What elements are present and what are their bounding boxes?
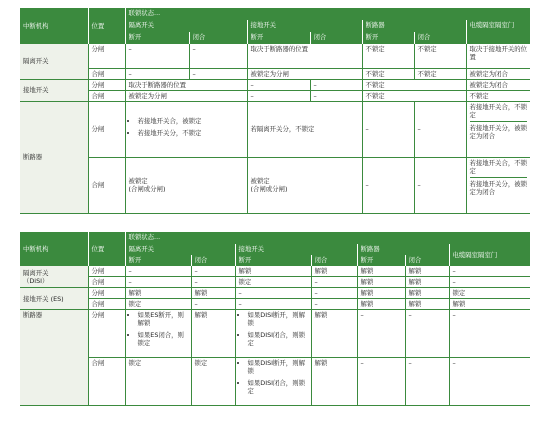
pos-header: 位置 — [88, 8, 125, 44]
cell: 取决于接地开关的位置 — [466, 44, 530, 68]
cell: 合闸 — [88, 157, 125, 213]
cell: 锁定 — [125, 299, 191, 310]
cell: 解锁 — [405, 277, 449, 288]
cell — [466, 157, 530, 213]
cell: 锁定 — [235, 277, 311, 288]
cell: 解锁 — [357, 277, 405, 288]
org-header: 中断机构 — [20, 8, 88, 44]
sub-open: 断开 — [125, 32, 189, 44]
bullet: • 如果DISI闭合，则锁定 — [248, 379, 308, 395]
cell: 解锁 — [125, 288, 191, 299]
cell: – — [414, 101, 466, 157]
cell: 合闸 — [88, 68, 125, 79]
bullet: • 如果ES闭合，则锁定 — [138, 331, 188, 347]
cell — [235, 310, 311, 358]
cell: – — [357, 310, 405, 358]
cell — [125, 101, 247, 157]
interlock-table-1 — [20, 8, 530, 214]
cell — [235, 358, 311, 406]
cell: 解锁 — [191, 310, 235, 358]
cell: 取决于断路器的位置 — [247, 44, 362, 68]
cell: 解锁 — [311, 310, 357, 358]
group-cable-door: 电缆隔室隔室门 — [449, 244, 530, 266]
cell: – — [311, 277, 357, 288]
cell: 被锁定为闭合 — [466, 68, 530, 79]
cell: 解锁 — [311, 266, 357, 277]
sub-open: 断开 — [247, 32, 310, 44]
cell: 锁定 — [125, 358, 191, 406]
interlock-status-header: 联锁状态... — [125, 232, 530, 244]
cell: 合闸 — [88, 277, 125, 288]
cell: 解锁 — [235, 266, 311, 277]
cell: 不锁定 — [362, 79, 466, 90]
cell: – — [449, 358, 530, 406]
cell: 不锁定 — [362, 90, 466, 101]
bullet: • 如果DISI断开，则解锁 — [248, 311, 308, 327]
cell: 取决于断路器的位置 — [125, 79, 247, 90]
cell: 被锁定 (合闸或分闸) — [125, 157, 247, 213]
cell: 不锁定 — [414, 44, 466, 68]
cell — [125, 310, 191, 358]
door-note: 若接地开关合，不锁定 — [470, 159, 528, 178]
cell: – — [247, 90, 310, 101]
bullet: • 如果DISI闭合，则锁定 — [248, 331, 308, 347]
cell: – — [357, 358, 405, 406]
group-isolator: 隔离开关 — [125, 244, 235, 255]
cell: – — [125, 277, 191, 288]
cell: – — [310, 90, 362, 101]
cell: – — [449, 277, 530, 288]
cell: – — [247, 79, 310, 90]
group-earth-switch: 接地开关 — [235, 244, 357, 255]
door-note: 若接地开关分，被锁定为闭合 — [469, 123, 528, 140]
cell: – — [191, 266, 235, 277]
cell: 解锁 — [357, 288, 405, 299]
row-label-breaker: 断路器 — [20, 101, 88, 213]
cell: – — [235, 299, 311, 310]
cell: 分闸 — [88, 266, 125, 277]
cell: – — [191, 299, 235, 310]
pos-header: 位置 — [88, 232, 125, 266]
cell: 合闸 — [88, 299, 125, 310]
cell: 解锁 — [405, 288, 449, 299]
sub-open: 断开 — [235, 255, 311, 266]
cell: 锁定 — [449, 288, 530, 299]
sub-open: 断开 — [125, 255, 191, 266]
cell: 解锁 — [405, 266, 449, 277]
org-header: 中断机构 — [20, 232, 88, 266]
cell: 解锁 — [357, 299, 405, 310]
cell: 分闸 — [88, 310, 125, 358]
cell: – — [310, 79, 362, 90]
bullet: • 若接地开关分，不锁定 — [138, 129, 244, 137]
cell: – — [362, 157, 414, 213]
cell: 分闸 — [88, 44, 125, 68]
row-label-isolator: 隔离开关 （DiSI） — [20, 266, 88, 288]
cell: 解锁 — [311, 358, 357, 406]
cell: – — [125, 44, 189, 68]
sub-close: 闭合 — [191, 255, 235, 266]
row-label-earth-switch: 接地开关 — [20, 79, 88, 101]
cell — [466, 101, 530, 157]
cell: 被锁定为分闸 — [125, 90, 247, 101]
cell: 锁定 — [191, 358, 235, 406]
cell: 分闸 — [88, 101, 125, 157]
group-isolator: 隔离开关 — [125, 20, 247, 32]
door-note: 若接地开关合，不锁定 — [470, 103, 528, 122]
cell: 不锁定 — [466, 90, 530, 101]
cell: 不锁定 — [362, 68, 414, 79]
cell: – — [362, 101, 414, 157]
cell: 合闸 — [88, 90, 125, 101]
cell: 解锁 — [191, 288, 235, 299]
cell: – — [405, 310, 449, 358]
cell: 解锁 — [405, 299, 449, 310]
row-label-breaker: 断路器 — [20, 310, 88, 406]
bullet: • 若接地开关合，被锁定 — [138, 117, 244, 125]
cell: – — [449, 310, 530, 358]
cell: – — [125, 68, 189, 79]
cell: 不锁定 — [362, 44, 414, 68]
cell: 解锁 — [357, 266, 405, 277]
sub-close: 闭合 — [311, 255, 357, 266]
cell: – — [125, 266, 191, 277]
cell: 分闸 — [88, 79, 125, 90]
row-label-earth-switch: 接地开关 (ES) — [20, 288, 88, 310]
cell: – — [189, 44, 247, 68]
cell: 分闸 — [88, 288, 125, 299]
bullet: • 如果DISI断开，则解锁 — [248, 359, 308, 375]
cell: 若隔离开关分，不锁定 — [247, 101, 362, 157]
cell: – — [311, 299, 357, 310]
group-earth-switch: 接地开关 — [247, 20, 362, 32]
cell: 被锁定为闭合 — [466, 79, 530, 90]
cell: – — [311, 288, 357, 299]
cell: 合闸 — [88, 358, 125, 406]
interlock-table-2 — [20, 232, 530, 406]
cell: – — [191, 277, 235, 288]
sub-open: 断开 — [357, 255, 405, 266]
group-cable-door: 电缆隔室隔室门 — [466, 20, 530, 44]
bullet: • 如果ES断开，则解锁 — [138, 311, 188, 327]
sub-close: 闭合 — [405, 255, 449, 266]
interlock-status-header: 联锁状态... — [125, 8, 530, 20]
cell: 解锁 — [449, 299, 530, 310]
sub-close: 闭合 — [310, 32, 362, 44]
sub-close: 闭合 — [414, 32, 466, 44]
group-breaker: 断路器 — [357, 244, 449, 255]
cell: 被锁定为分闸 — [247, 68, 362, 79]
cell: – — [414, 157, 466, 213]
sub-open: 断开 — [362, 32, 414, 44]
cell: – — [449, 266, 530, 277]
cell: – — [235, 288, 311, 299]
row-label-isolator: 隔离开关 — [20, 44, 88, 79]
sub-close: 闭合 — [189, 32, 247, 44]
cell: 不锁定 — [414, 68, 466, 79]
cell: – — [189, 68, 247, 79]
door-note: 若接地开关分，被锁定为闭合 — [469, 179, 528, 196]
group-breaker: 断路器 — [362, 20, 466, 32]
cell: – — [405, 358, 449, 406]
cell: 被锁定 (合闸或分闸) — [247, 157, 362, 213]
